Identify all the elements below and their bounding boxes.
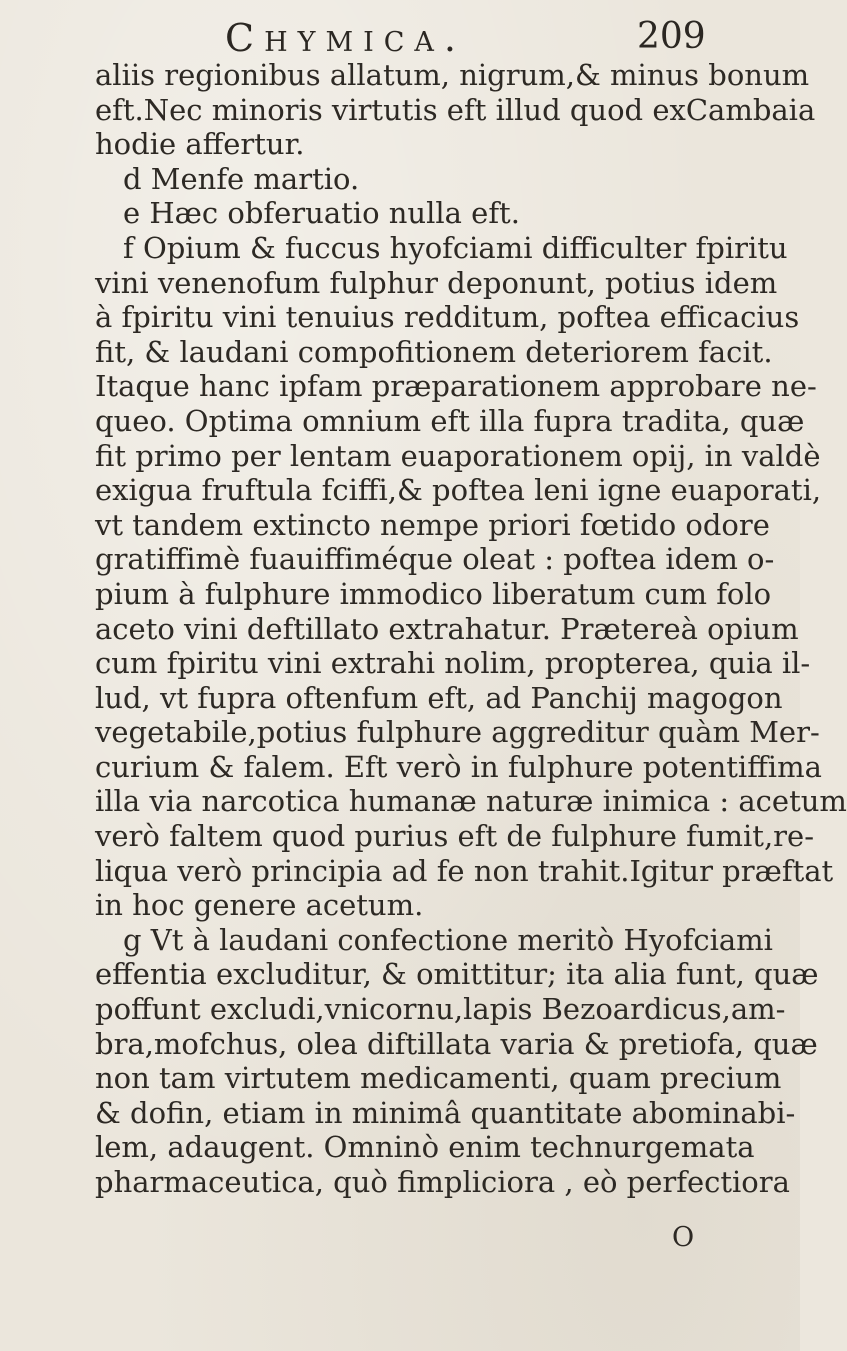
text-line: lem, adaugent. Omninò enim technurgemata [95, 1130, 755, 1165]
note-line: f Opium & fuccus hyofciami difficulter fpiritu [123, 230, 788, 265]
text-line: aliis regionibus allatum, nigrum,& minus bonum [95, 58, 810, 92]
running-title: Chymica. [225, 16, 466, 60]
text-line: hodie affertur. [95, 127, 305, 162]
text-line: aceto vini deftillato extrahatur. Prætereà opium [95, 611, 799, 646]
text-line: verò faltem quod purius eft de fulphure fumit,re- [95, 819, 814, 854]
text-line: pharmaceutica, quò fimpliciora , eò perfectiora [95, 1165, 790, 1199]
body-text [95, 58, 847, 1200]
text-line: & dofin, etiam in minimâ quantitate abominabi- [95, 1095, 796, 1130]
signature-mark: O [672, 1222, 695, 1253]
text-line: illa via narcotica humanæ naturæ inimica : acetum [95, 784, 847, 819]
note-line: g Vt à laudani confectione meritò Hyofciami [123, 922, 773, 957]
text-line: fit primo per lentam euaporationem opij, in valdè [95, 438, 821, 473]
text-line: curium & falem. Eft verò in fulphure potentiffima [95, 749, 822, 784]
text-line: fit, & laudani compofitionem deteriorem facit. [95, 334, 773, 369]
text-line: pium à fulphure immodico liberatum cum folo [95, 576, 772, 611]
note-line: e Hæc obferuatio nulla eft. [123, 196, 520, 231]
text-line: vegetabile,potius fulphure aggreditur quàm Mer- [95, 715, 820, 750]
text-line: eft.Nec minoris virtutis eft illud quod exCambaia [95, 92, 816, 127]
text-line: queo. Optima omnium eft illa fupra tradita, quæ [95, 403, 805, 438]
text-line: bra,mofchus, olea diftillata varia & pretiofa, quæ [95, 1026, 818, 1061]
text-line: vini venenofum fulphur deponunt, potius idem [95, 265, 778, 300]
text-line: liqua verò principia ad fe non trahit.Igitur præftat [95, 853, 834, 888]
text-line: exigua fruftula fciffi,& poftea leni igne euaporati, [95, 473, 822, 508]
text-line: poffunt excludi,vnicornu,lapis Bezoardicus,am- [95, 992, 786, 1027]
text-line: effentia excluditur, & omittitur; ita alia funt, quæ [95, 957, 819, 992]
text-line: in hoc genere acetum. [95, 888, 424, 923]
text-line: non tam virtutem medicamenti, quam precium [95, 1061, 782, 1096]
text-line: vt tandem extincto nempe priori fœtido odore [95, 507, 770, 542]
text-line: gratiffimè fuauiffiméque oleat : poftea idem o- [95, 542, 775, 577]
text-line: à fpiritu vini tenuius redditum, poftea efficacius [95, 300, 800, 335]
text-line: Itaque hanc ipfam præparationem approbare ne- [95, 369, 817, 404]
text-line: lud, vt fupra oftenfum eft, ad Panchij magogon [95, 680, 783, 715]
text-line: cum fpiritu vini extrahi nolim, propterea, quia il- [95, 646, 811, 681]
note-line: d Menfe martio. [123, 161, 360, 196]
page-number: 209 [637, 16, 706, 57]
